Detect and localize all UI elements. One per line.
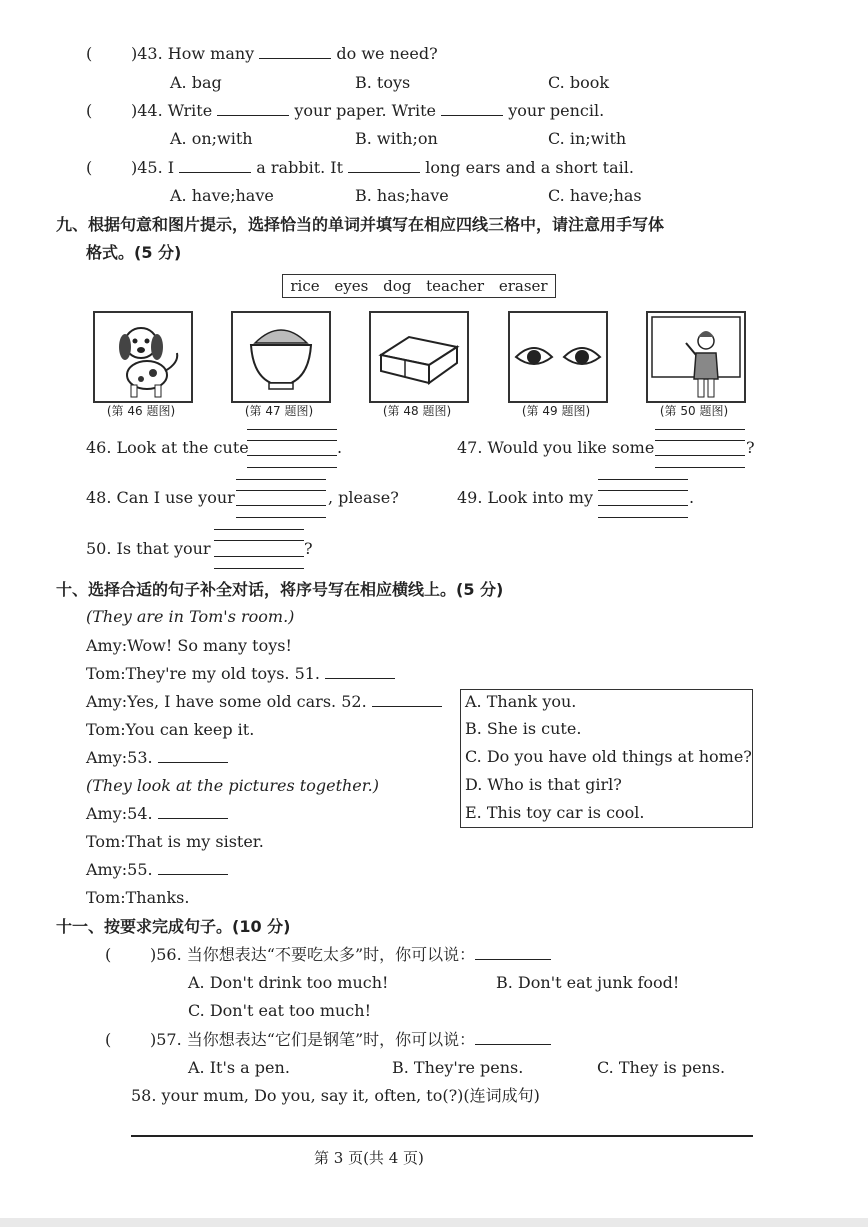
option-e[interactable]: E. This toy car is cool. <box>465 803 645 822</box>
eyes-picture <box>508 311 608 403</box>
word-bank-item: rice <box>290 277 320 295</box>
q46-after: . <box>337 438 343 457</box>
q47-before: 47. Would you like some <box>457 438 655 457</box>
blank-53[interactable] <box>158 748 228 763</box>
option-b[interactable]: B. She is cute. <box>465 719 582 738</box>
q43-paren: ( <box>86 44 93 63</box>
q45-paren: ( <box>86 158 93 177</box>
section9-title-line2: 格式。(5 分) <box>86 243 182 262</box>
eraser-picture <box>369 311 469 403</box>
word-bank <box>282 274 556 298</box>
q49-after: . <box>689 488 695 507</box>
eyes-icon <box>510 313 606 401</box>
q58-prompt: 58. your mum, Do you, say it, often, to(?)(连词成句) <box>131 1086 540 1105</box>
q45-option-a[interactable]: A. have;have <box>170 186 274 205</box>
caption-46: (第 46 题图) <box>106 404 176 418</box>
teacher-picture <box>646 311 746 403</box>
q50-after: ? <box>304 539 313 558</box>
q45-blank-2[interactable] <box>348 158 420 173</box>
word-bank-item: teacher <box>426 277 485 295</box>
caption-50: (第 50 题图) <box>659 404 729 418</box>
option-a[interactable]: A. Thank you. <box>465 692 577 711</box>
q44-option-b[interactable]: B. with;on <box>355 129 438 148</box>
q56-blank[interactable] <box>475 945 551 960</box>
caption-48: (第 48 题图) <box>382 404 452 418</box>
dialog-stage-direction-2: (They look at the pictures together.) <box>86 776 379 795</box>
q49-before: 49. Look into my <box>457 488 593 507</box>
q57-question: )57. 当你想表达“它们是钢笔”时，你可以说： <box>150 1030 551 1050</box>
blank-54[interactable] <box>158 804 228 819</box>
bottom-strip <box>0 1218 868 1227</box>
q44-option-c[interactable]: C. in;with <box>548 129 627 148</box>
q44-paren: ( <box>86 101 93 120</box>
q44-question: )44. Write your paper. Write your pencil. <box>131 101 605 120</box>
dialog-line: Tom:You can keep it. <box>86 720 255 739</box>
q57-option-c[interactable]: C. They is pens. <box>597 1058 726 1077</box>
dialog-line: Amy:Yes, I have some old cars. 52. <box>86 692 442 712</box>
word-bank-item: eyes <box>334 277 369 295</box>
q56-question: )56. 当你想表达“不要吃太多”时，你可以说： <box>150 945 551 965</box>
q44-blank-2[interactable] <box>441 101 503 116</box>
eraser-icon <box>371 313 467 401</box>
section10-title: 十、选择合适的句子补全对话，将序号写在相应横线上。(5 分) <box>56 580 504 599</box>
q57-option-a[interactable]: A. It's a pen. <box>188 1058 290 1077</box>
q45-option-c[interactable]: C. have;has <box>548 186 642 205</box>
dialog-stage-direction-1: (They are in Tom's room.) <box>86 607 295 626</box>
q45-blank-1[interactable] <box>179 158 251 173</box>
q43-question: )43. How many do we need? <box>131 44 438 63</box>
q43-option-a[interactable]: A. bag <box>170 73 222 92</box>
dialog-line: Tom:That is my sister. <box>86 832 264 851</box>
caption-49: (第 49 题图) <box>521 404 591 418</box>
word-bank-item: eraser <box>498 277 548 295</box>
footer-divider <box>131 1135 753 1137</box>
dialog-line: Tom:Thanks. <box>86 888 190 907</box>
option-c[interactable]: C. Do you have old things at home? <box>465 747 752 766</box>
q56-option-b[interactable]: B. Don't eat junk food! <box>496 973 680 992</box>
rice-picture <box>231 311 331 403</box>
dialog-line: Tom:They're my old toys. 51. <box>86 664 395 684</box>
q56-paren: ( <box>105 945 112 964</box>
dialog-line: Amy:54. <box>86 804 228 824</box>
q48-after: , please? <box>328 488 399 507</box>
dog-icon <box>95 313 191 401</box>
dialog-line: Amy:Wow! So many toys! <box>86 636 292 655</box>
rice-bowl-icon <box>233 313 329 401</box>
dog-picture <box>93 311 193 403</box>
section11-title: 十一、按要求完成句子。(10 分) <box>56 917 291 936</box>
teacher-icon <box>648 313 744 401</box>
q44-option-a[interactable]: A. on;with <box>170 129 253 148</box>
blank-55[interactable] <box>158 860 228 875</box>
dialog-line: Amy:53. <box>86 748 228 768</box>
option-d[interactable]: D. Who is that girl? <box>465 775 622 794</box>
q44-blank-1[interactable] <box>217 101 289 116</box>
q46-before: 46. Look at the cute <box>86 438 249 457</box>
page-number: 第 3 页(共 4 页) <box>314 1149 424 1167</box>
q43-option-b[interactable]: B. toys <box>355 73 411 92</box>
q56-option-c[interactable]: C. Don't eat too much! <box>188 1001 371 1020</box>
q57-paren: ( <box>105 1030 112 1049</box>
q48-before: 48. Can I use your <box>86 488 235 507</box>
q47-after: ? <box>746 438 755 457</box>
options-box <box>460 689 753 828</box>
q56-option-a[interactable]: A. Don't drink too much! <box>188 973 389 992</box>
word-bank-item: dog <box>383 277 412 295</box>
dialog-line: Amy:55. <box>86 860 228 880</box>
blank-52[interactable] <box>372 692 442 707</box>
q57-blank[interactable] <box>475 1030 551 1045</box>
q45-option-b[interactable]: B. has;have <box>355 186 449 205</box>
section9-title-line1: 九、根据句意和图片提示，选择恰当的单词并填写在相应四线三格中，请注意用手写体 <box>56 215 665 234</box>
q57-option-b[interactable]: B. They're pens. <box>392 1058 524 1077</box>
q45-question: )45. I a rabbit. It long ears and a short tail. <box>131 158 634 177</box>
q43-blank[interactable] <box>259 44 331 59</box>
caption-47: (第 47 题图) <box>244 404 314 418</box>
blank-51[interactable] <box>325 664 395 679</box>
q50-before: 50. Is that your <box>86 539 211 558</box>
q43-option-c[interactable]: C. book <box>548 73 610 92</box>
